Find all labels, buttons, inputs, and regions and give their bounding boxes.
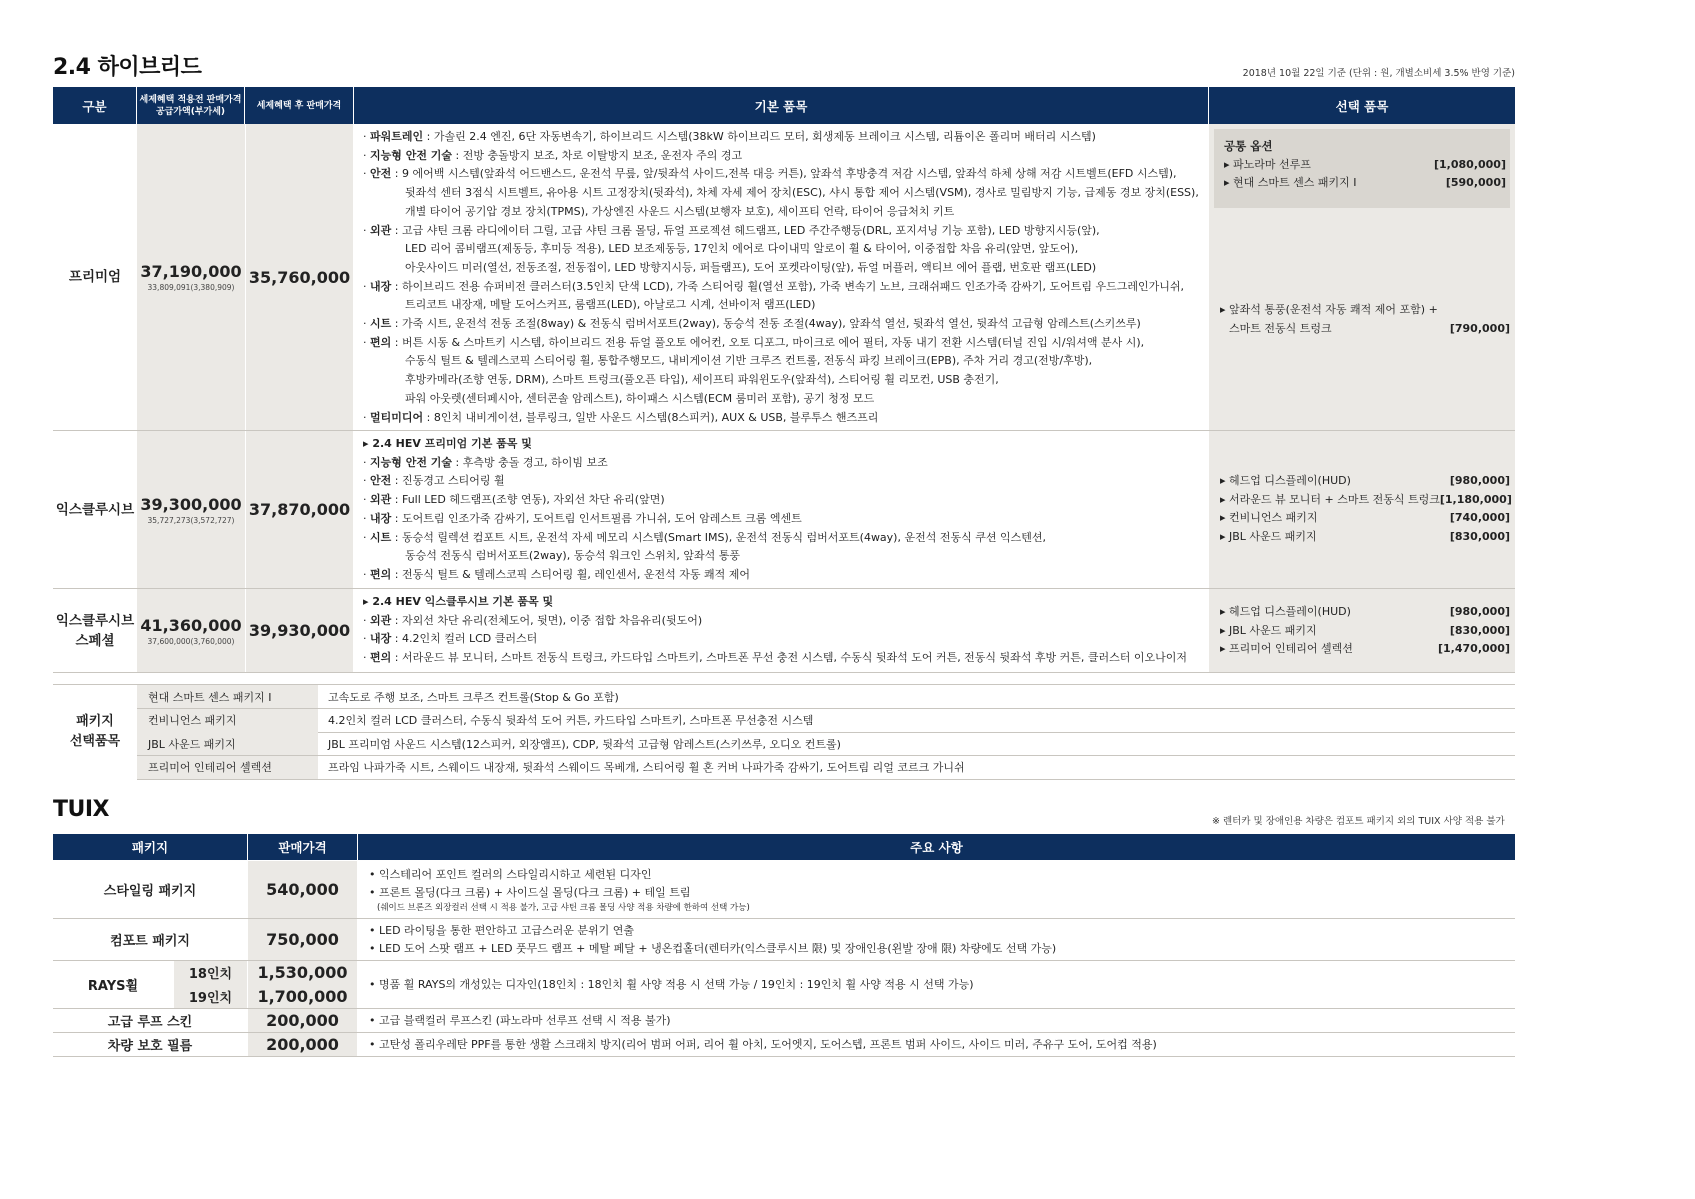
basic-item-category: 내장 xyxy=(370,632,392,646)
option-name: ▸ 헤드업 디스플레이(HUD) xyxy=(1220,474,1351,487)
option-price: [1,080,000] xyxy=(1434,157,1506,171)
tuix-price: 200,000 xyxy=(248,1033,357,1056)
bullet: · xyxy=(363,651,370,665)
basic-item-line xyxy=(363,491,1046,510)
basic-item-text: : 전방 충돌방지 보조, 차로 이탈방지 보조, 운전자 주의 경고 xyxy=(452,148,743,162)
tuix-price: 200,000 xyxy=(248,1009,357,1032)
option-item xyxy=(1220,509,1510,528)
common-option-item xyxy=(1224,174,1506,193)
bullet: · xyxy=(363,474,370,488)
tuix-price: 1,700,000 xyxy=(248,985,357,1009)
option-name: ▸ JBL 사운드 패키지 xyxy=(1220,530,1317,544)
basic-item-category: 외관 xyxy=(370,493,392,507)
option-item xyxy=(1220,622,1510,641)
tuix-footnote: (쉐이드 브론즈 외장컬러 선택 시 적용 불가, 고급 샤틴 크롬 몰딩 사양 적용 차량에 한하여 선택 가능) xyxy=(377,903,750,914)
basic-item-line: 개별 타이어 공기압 경보 장치(TPMS), 가상엔진 사운드 시스템(보행자 보호), 세이프티 언락, 타이어 응급처치 키트 xyxy=(405,204,955,218)
trim-name-line1: 익스클루시브 xyxy=(55,612,135,629)
bullet: · xyxy=(363,335,370,349)
basic-item-text: : 버튼 시동 & 스마트키 시스템, 하이브리드 전용 듀얼 풀오토 에어컨, 오토 디포그, 마이크로 에어 필터, 자동 내기 전환 시스템(터널 진입 시/워셔액 분사 시), xyxy=(391,335,1145,349)
bullet: · xyxy=(363,148,370,162)
common-option-item xyxy=(1224,156,1506,175)
basic-item-text: : 가죽 시트, 운전석 전동 조절(8way) & 전동식 럼버서포트(2way), 동승석 전동 조절(4way), 앞좌석 열선, 뒷좌석 열선, 뒷좌석 고급형 암레스트(스키쓰루) xyxy=(391,317,1141,331)
basic-item-category: 외관 xyxy=(370,613,392,627)
supply-value: 35,727,273(3,572,727) xyxy=(147,515,235,525)
basic-item-category: 지능형 안전 기술 xyxy=(370,148,453,162)
option-item xyxy=(1220,320,1510,339)
price-before-value: 37,190,000 xyxy=(140,262,242,281)
basic-item-category: 지능형 안전 기술 xyxy=(370,455,453,469)
basic-item-line xyxy=(363,649,1187,668)
option-price: [790,000] xyxy=(1449,321,1510,335)
basic-item-text: : 8인치 내비게이션, 블루링크, 일반 사운드 시스템(8스피커), AUX & USB, 블루투스 핸즈프리 xyxy=(423,410,879,424)
tuix-header-price: 판매가격 xyxy=(248,834,357,860)
trim-name-exclusive: 익스클루시브 xyxy=(55,501,135,518)
basic-item-text: : 전동식 틸트 & 텔레스코픽 스티어링 휠, 레인센서, 운전석 자동 쾌적 제어 xyxy=(391,567,751,581)
basic-item-category: 파워트레인 xyxy=(370,130,424,143)
basic-item-category: 편의 xyxy=(370,651,392,665)
basic-item-category: 멀티미디어 xyxy=(370,410,424,424)
basic-items-exclusive xyxy=(363,435,1046,585)
basic-item-line: 파워 아웃렛(센터페시아, 센터콘솔 암레스트), 하이패스 시스템(ECM 룸미러 포함), 공기 청정 모드 xyxy=(405,391,875,405)
price-after-premium xyxy=(246,124,353,430)
option-name: ▸ 헤드업 디스플레이(HUD) xyxy=(1220,605,1351,618)
option-item xyxy=(1220,640,1510,659)
basic-item-line xyxy=(363,454,1046,473)
package-label-line1: 패키지 xyxy=(76,713,114,729)
package-name: 컨비니언스 패키지 xyxy=(137,709,318,732)
basic-item-line xyxy=(363,165,1199,184)
option-price: [1,180,000] xyxy=(1439,492,1512,506)
common-options-list xyxy=(1224,137,1506,193)
bullet: · xyxy=(363,130,370,143)
basic-item-line xyxy=(363,435,1046,454)
package-description: JBL 프리미엄 사운드 시스템(12스피커, 외장앰프), CDP, 뒷좌석 고급형 암레스트(스키쓰루, 오디오 컨트롤) xyxy=(328,737,841,751)
option-price: [830,000] xyxy=(1449,623,1510,637)
basic-item-text: : 9 에어백 시스템(앞좌석 어드밴스드, 운전석 무릎, 앞/뒷좌석 사이드,전복 대응 커튼), 앞좌석 후방충격 저감 시스템, 앞좌석 하체 상해 저감 시트벨트(EFD 시스템), xyxy=(391,167,1177,181)
header-price-before-line2: 공급가액(부가세) xyxy=(155,106,226,117)
option-name: ▸ JBL 사운드 패키지 xyxy=(1220,623,1317,637)
bullet: · xyxy=(363,455,370,469)
bullet: · xyxy=(363,493,370,507)
basic-item-text: : 하이브리드 전용 슈퍼비전 클러스터(3.5인치 단색 LCD), 가죽 스티어링 휠(열선 포함), 가죽 변속기 노브, 크래쉬패드 인조가죽 감싸기, 도어트림 우드그레인가니쉬, xyxy=(391,279,1185,293)
basic-item-line: 뒷좌석 센터 3점식 시트벨트, 유아용 시트 고정장치(뒷좌석), 차체 자세 제어 장치(ESC), 샤시 통합 제어 시스템(VSM), 경사로 밀림방지 기능, 급제동 경보 장치(ESS), xyxy=(405,186,1199,200)
header-price-before-line1: 세제혜택 적용전 판매가격 xyxy=(139,94,242,105)
supply-value: 37,600,000(3,760,000) xyxy=(147,636,235,646)
tuix-description xyxy=(369,1036,1157,1054)
optional-items-exclusive-special xyxy=(1220,603,1510,659)
basic-item-line: 후방카메라(조향 연동, DRM), 스마트 트렁크(풀오픈 타입), 세이프티 파워윈도우(앞좌석), 스티어링 휠 리모컨, USB 충전기, xyxy=(405,373,999,387)
section-title-tuix: TUIX xyxy=(53,797,110,822)
header-basic-items: 기본 품목 xyxy=(354,87,1208,124)
basic-items-exclusive-special xyxy=(363,593,1187,668)
tuix-description-line: • 고탄성 폴리우레탄 PPF를 통한 생활 스크래치 방지(리어 범퍼 어퍼, 리어 휠 아치, 도어엣지, 도어스텝, 프론트 범퍼 사이드, 사이드 미러, 주유구 도어, 도어컵 적용) xyxy=(369,1037,1157,1051)
basic-item-line xyxy=(363,472,1046,491)
price-after-exclusive xyxy=(246,431,353,588)
basic-item-category: 편의 xyxy=(370,335,392,349)
basic-item-category: 안전 xyxy=(370,474,392,488)
basic-item-category: 시트 xyxy=(370,530,392,544)
tuix-description-line: • LED 도어 스팟 램프 + LED 풋무드 램프 + 메탈 페달 + 냉온컵홀더(렌터카(익스클루시브 限) 및 장애인용(왼발 장애 限) 차량에도 선택 가능) xyxy=(369,941,1057,955)
price-before-premium xyxy=(137,124,245,430)
trim-name-line2: 스페셜 xyxy=(75,632,115,649)
option-price: [980,000] xyxy=(1449,605,1510,618)
tuix-package-name: 고급 루프 스킨 xyxy=(53,1009,247,1032)
bullet: · xyxy=(363,317,370,331)
basic-item-line: 수동식 틸트 & 텔레스코픽 스티어링 휠, 통합주행모드, 내비게이션 기반 크루즈 컨트롤, 전동식 파킹 브레이크(EPB), 주차 거리 경고(전방/후방), xyxy=(405,354,1093,368)
option-item xyxy=(1220,472,1510,491)
option-name: ▸ 프리미어 인테리어 셀렉션 xyxy=(1220,642,1353,656)
price-after-exclusive-special xyxy=(246,589,353,672)
common-options-title: 공통 옵션 xyxy=(1224,139,1273,153)
basic-item-heading: ▸ 2.4 HEV 익스클루시브 기본 품목 및 xyxy=(363,595,554,608)
basic-item-line: 아웃사이드 미러(열선, 전동조절, 전동접이, LED 방향지시등, 퍼들램프), 도어 포켓라이팅(앞), 듀얼 머플러, 액티브 에어 플랩, 번호판 램프(LED) xyxy=(405,260,1097,274)
bullet: · xyxy=(363,613,370,627)
option-name: 스마트 전동식 트렁크 xyxy=(1229,321,1332,335)
basic-item-text: : 도어트림 인조가죽 감싸기, 도어트림 인서트필름 가니쉬, 도어 암레스트 크롬 엑센트 xyxy=(391,511,802,525)
basic-item-category: 외관 xyxy=(370,223,392,237)
basic-item-line xyxy=(363,334,1199,353)
basic-item-text: : 후측방 충돌 경고, 하이빔 보조 xyxy=(452,455,608,469)
bullet: · xyxy=(363,632,370,646)
option-name: ▸ 현대 스마트 센스 패키지 Ⅰ xyxy=(1224,176,1357,190)
header-price-before xyxy=(137,87,244,124)
option-price: [590,000] xyxy=(1445,176,1506,190)
basic-item-text: : 서라운드 뷰 모니터, 스마트 전동식 트렁크, 카드타입 스마트키, 스마트폰 무선 충전 시스템, 수동식 뒷좌석 도어 커튼, 전동식 뒷좌석 후방 커튼, 클러스터 이오나이저 xyxy=(391,651,1188,665)
basic-item-line: 트리코트 내장재, 메탈 도어스커프, 룸램프(LED), 아날로그 시계, 선바이저 램프(LED) xyxy=(405,298,816,312)
basic-items-premium xyxy=(363,128,1199,427)
header-optional-items: 선택 품목 xyxy=(1209,87,1515,124)
package-description: 프라임 나파가죽 시트, 스웨이드 내장재, 뒷좌석 스웨이드 목베개, 스티어링 휠 혼 커버 나파가죽 감싸기, 도어트림 리얼 코르크 가니쉬 xyxy=(328,761,965,774)
basic-item-line xyxy=(363,593,1187,612)
basic-item-line: 동승석 전동식 럼버서포트(2way), 동승석 워크인 스위치, 앞좌석 통풍 xyxy=(405,549,740,563)
tuix-description-line: • 프론트 몰딩(다크 크롬) + 사이드실 몰딩(다크 크롬) + 테일 트림 xyxy=(369,886,691,900)
tuix-description-line: • 고급 블랙컬러 루프스킨 (파노라마 선루프 선택 시 적용 불가) xyxy=(369,1013,671,1027)
price-before-value: 39,300,000 xyxy=(140,494,242,514)
bullet: · xyxy=(363,279,370,293)
basic-item-heading: ▸ 2.4 HEV 프리미엄 기본 품목 및 xyxy=(363,437,532,450)
bullet: · xyxy=(363,511,370,525)
trim-name-premium: 프리미엄 xyxy=(68,269,122,285)
package-name: 프리미어 인테리어 셀렉션 xyxy=(137,756,318,779)
package-name: JBL 사운드 패키지 xyxy=(137,732,318,755)
section-title-hybrid: 2.4 하이브리드 xyxy=(53,55,202,80)
package-section-label xyxy=(53,685,137,778)
option-name: ▸ 컨비니언스 패키지 xyxy=(1220,511,1318,525)
bullet: · xyxy=(363,167,370,181)
optional-items-exclusive xyxy=(1220,472,1510,547)
supply-value: 33,809,091(3,380,909) xyxy=(147,283,235,292)
option-name: ▸ 앞좌석 통풍(운전석 자동 쾌적 제어 포함) + xyxy=(1220,303,1438,316)
price-before-exclusive-special xyxy=(137,589,245,672)
tuix-row-divider xyxy=(53,1056,1515,1057)
basic-item-category: 시트 xyxy=(370,317,392,331)
tuix-description-line: • 명품 휠 RAYS의 개성있는 디자인(18인치 : 18인치 휠 사양 적용 시 선택 가능 / 19인치 : 19인치 휠 사양 적용 시 선택 가능) xyxy=(369,977,974,991)
price-after-value: 39,930,000 xyxy=(248,621,351,640)
tuix-package-name: 차량 보호 필름 xyxy=(53,1033,247,1056)
basic-item-category: 안전 xyxy=(370,167,392,181)
basic-item-category: 내장 xyxy=(370,511,392,525)
option-price: [740,000] xyxy=(1449,511,1510,525)
basic-item-line xyxy=(363,147,1199,166)
tuix-description-line: • 익스테리어 포인트 컬러의 스타일리시하고 세련된 디자인 xyxy=(369,868,652,882)
basic-item-line xyxy=(363,278,1199,297)
basic-item-line xyxy=(363,409,1199,428)
package-name: 현대 스마트 센스 패키지 Ⅰ xyxy=(137,685,318,708)
tuix-description xyxy=(369,976,974,994)
basic-item-category: 내장 xyxy=(370,279,392,293)
basic-item-line xyxy=(363,315,1199,334)
tuix-price: 540,000 xyxy=(248,861,357,918)
basic-item-line xyxy=(363,510,1046,529)
tuix-description xyxy=(369,1012,671,1030)
package-label-line2: 선택품목 xyxy=(69,733,121,749)
header-price-after: 세제혜택 후 판매가격 xyxy=(245,87,353,124)
option-price: [830,000] xyxy=(1449,530,1510,544)
basic-item-line xyxy=(363,566,1046,585)
bullet: · xyxy=(363,410,370,424)
tuix-price: 1,530,000 xyxy=(248,961,357,985)
tuix-wheel-size: 18인치 xyxy=(174,961,247,985)
tuix-wheel-size: 19인치 xyxy=(174,985,247,1009)
option-item xyxy=(1220,301,1510,320)
basic-item-text: : 4.2인치 컬러 LCD 클러스터 xyxy=(391,632,538,646)
price-after-value: 37,870,000 xyxy=(248,500,351,519)
basic-item-line xyxy=(363,612,1187,631)
option-name: ▸ 파노라마 선루프 xyxy=(1224,157,1311,171)
tuix-header-package: 패키지 xyxy=(53,834,247,860)
option-price: [980,000] xyxy=(1449,474,1510,487)
basic-item-line xyxy=(363,529,1046,548)
basic-item-text: : 동승석 릴렉션 컴포트 시트, 운전석 자세 메모리 시스템(Smart IMS), 운전석 전동식 럼버서포트(4way), 운전석 전동식 쿠션 익스텐션, xyxy=(391,530,1046,544)
package-description: 고속도로 주행 보조, 스마트 크루즈 컨트롤(Stop & Go 포함) xyxy=(328,690,619,704)
option-item xyxy=(1220,603,1510,622)
tuix-header-main: 주요 사항 xyxy=(358,834,1515,860)
package-description: 4.2인치 컬러 LCD 클러스터, 수동식 뒷좌석 도어 커튼, 카드타입 스마트키, 스마트폰 무선충전 시스템 xyxy=(328,714,814,727)
header-category: 구분 xyxy=(53,87,136,124)
package-row-divider xyxy=(137,779,1515,780)
tuix-package-name: RAYS휠 xyxy=(53,961,173,1008)
basic-item-line: LED 리어 콤비램프(제동등, 후미등 적용), LED 보조제동등, 17인치 에어로 다이내믹 알로이 휠 & 타이어, 이중접합 차음 유리(앞면, 앞도어), xyxy=(405,242,1079,256)
tuix-package-name: 스타일링 패키지 xyxy=(53,861,247,918)
price-after-value: 35,760,000 xyxy=(248,267,351,287)
option-price: [1,470,000] xyxy=(1438,642,1510,656)
tuix-package-name: 컴포트 패키지 xyxy=(53,919,247,960)
optional-items-premium xyxy=(1220,301,1510,338)
option-name: ▸ 서라운드 뷰 모니터 + 스마트 전동식 트렁크 xyxy=(1220,492,1440,506)
basic-item-text: : Full LED 헤드램프(조향 연동), 자외선 차단 유리(앞면) xyxy=(391,493,665,507)
bullet: · xyxy=(363,530,370,544)
tuix-note: ※ 렌터카 및 장애인용 차량은 컴포트 패키지 외의 TUIX 사양 적용 불가 xyxy=(1212,816,1505,827)
basic-item-line xyxy=(363,128,1199,147)
tuix-description xyxy=(369,866,750,914)
basic-item-text: : 진동경고 스티어링 휠 xyxy=(391,474,505,488)
basic-item-text: : 가솔린 2.4 엔진, 6단 자동변속기, 하이브리드 시스템(38kW 하이브리드 모터, 회생제동 브레이크 시스템, 리튬이온 폴리머 배터리 시스템) xyxy=(423,130,1096,143)
option-item xyxy=(1220,491,1510,510)
price-basis-note: 2018년 10월 22일 기준 (단위 : 원, 개별소비세 3.5% 반영 기준) xyxy=(1242,68,1515,79)
basic-item-category: 편의 xyxy=(370,567,392,581)
bullet: · xyxy=(363,223,370,237)
tuix-description-line: • LED 라이팅을 통한 편안하고 고급스러운 분위기 연출 xyxy=(369,923,635,937)
trim-name-exclusive-special xyxy=(53,589,137,672)
option-item xyxy=(1220,528,1510,547)
divider xyxy=(353,124,354,672)
basic-item-line xyxy=(363,630,1187,649)
tuix-price: 750,000 xyxy=(248,919,357,960)
tuix-description xyxy=(369,922,1056,958)
bullet: · xyxy=(363,567,370,581)
basic-item-text: : 자외선 차단 유리(전체도어, 뒷면), 이중 접합 차음유리(뒷도어) xyxy=(391,613,703,627)
price-before-exclusive xyxy=(137,431,245,588)
price-before-value: 41,360,000 xyxy=(140,615,242,635)
row-divider xyxy=(53,672,1515,673)
basic-item-line xyxy=(363,222,1199,241)
basic-item-text: : 고급 샤틴 크롬 라디에이터 그릴, 고급 샤틴 크롬 몰딩, 듀얼 프로젝션 헤드램프, LED 주간주행등(DRL, 포지셔닝 기능 포함), LED 방향지시등(앞), xyxy=(391,223,1100,237)
